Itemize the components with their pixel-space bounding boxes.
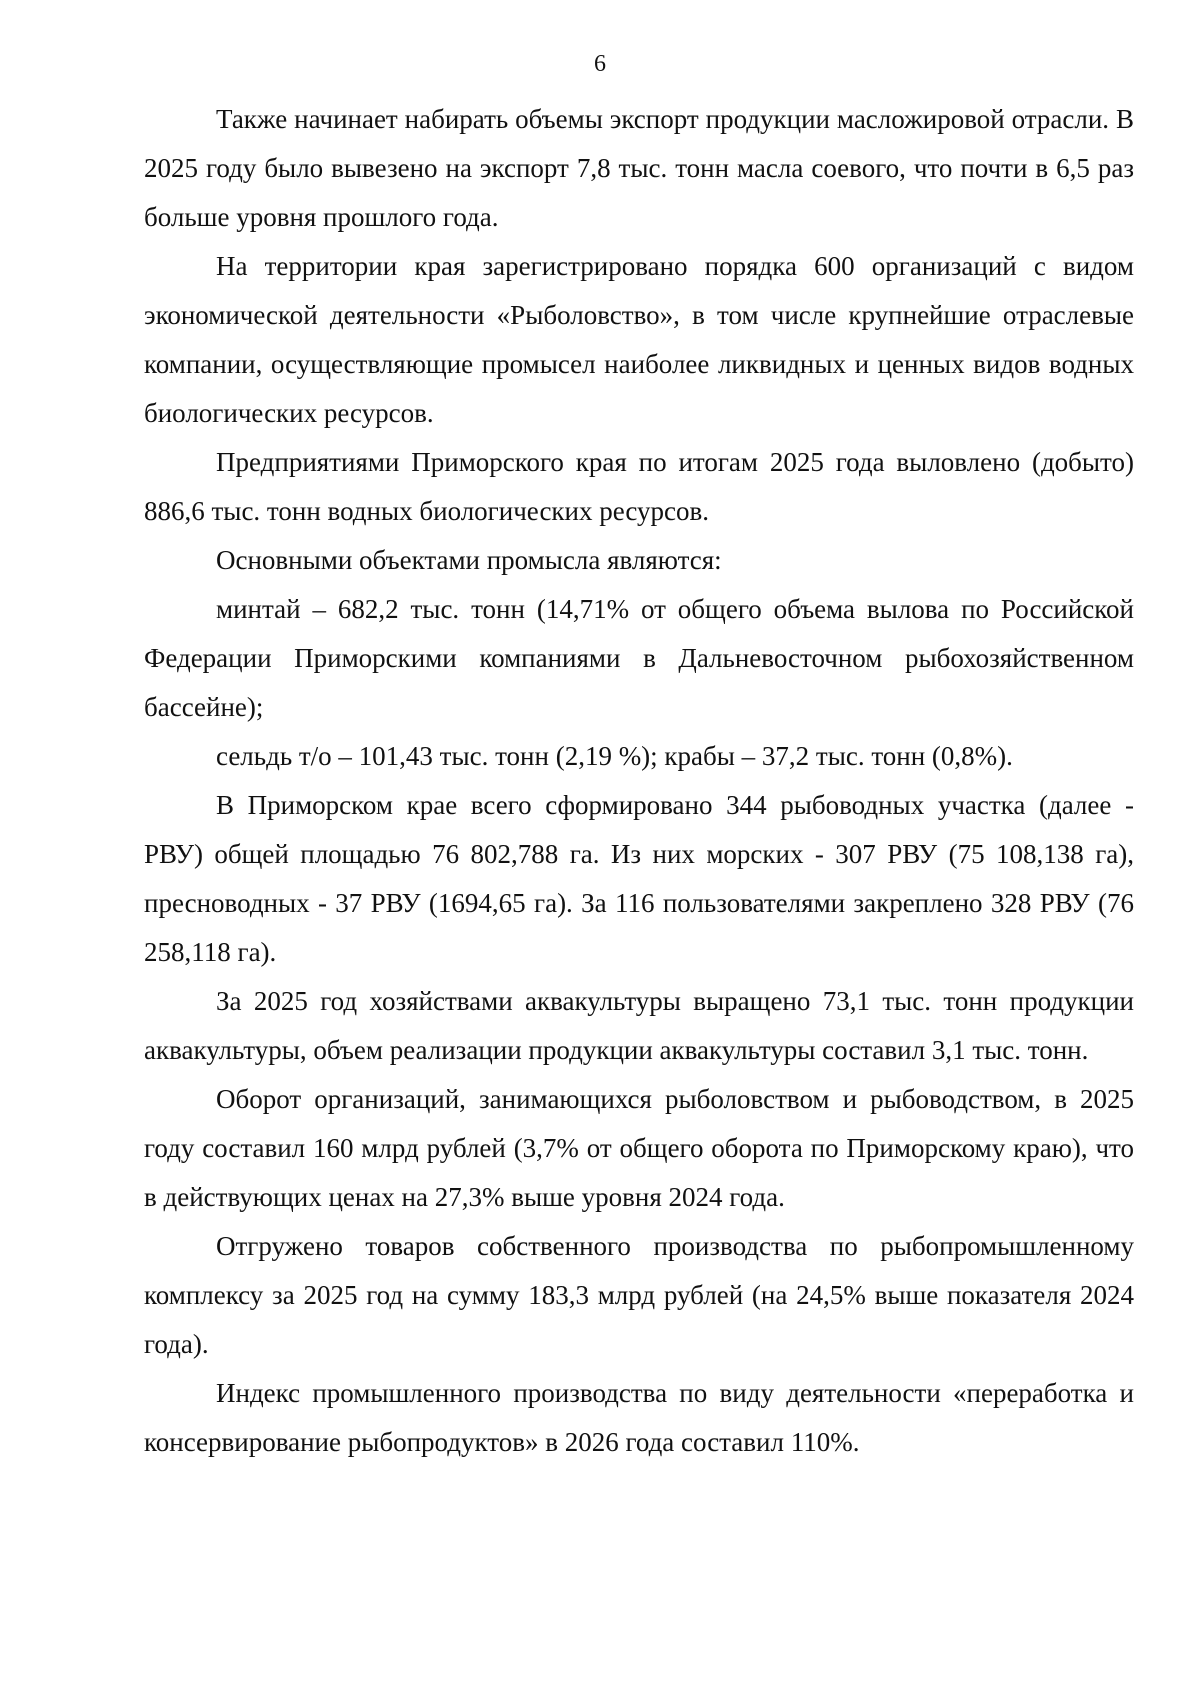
paragraph-export-oil: Также начинает набирать объемы экспорт продукции масложировой отрасли. В 2025 году было вывезено на экспорт 7,8 тыс. тонн масла соевого, что почти в 6,5 раз больше уровня прошлого года. xyxy=(144,104,1134,232)
paragraph-herring-crabs: сельдь т/о – 101,43 тыс. тонн (2,19 %); крабы – 37,2 тыс. тонн (0,8%). xyxy=(216,741,1013,771)
paragraph-turnover: Оборот организаций, занимающихся рыболовством и рыбоводством, в 2025 году составил 160 млрд рублей (3,7% от общего оборота по Приморскому краю), что в действующих ценах на 27,3% выше уровня 2024 года. xyxy=(144,1084,1134,1212)
paragraph-catch-volume: Предприятиями Приморского края по итогам 2025 года выловлено (добыто) 886,6 тыс. тонн водных биологических ресурсов. xyxy=(144,447,1134,526)
paragraph-production-index: Индекс промышленного производства по виду деятельности «переработка и консервирование рыбопродуктов» в 2026 года составил 110%. xyxy=(144,1378,1134,1457)
paragraph-fishing-organizations: На территории края зарегистрировано порядка 600 организаций с видом экономической деятельности «Рыболовство», в том числе крупнейшие отраслевые компании, осуществляющие промысел наиболее ликвидных и ценных видов водных биологических ресурсов. xyxy=(144,251,1134,428)
paragraph-fish-farming-plots: В Приморском крае всего сформировано 344 рыбоводных участка (далее - РВУ) общей площадью 76 802,788 га. Из них морских - 307 РВУ (75 108,138 га), пресноводных - 37 РВУ (1694,65 га). За 116 пользователями закреплено 328 РВУ (76 258,118 га). xyxy=(144,790,1134,967)
page-number: 6 xyxy=(594,51,606,77)
document-body xyxy=(144,95,1134,1467)
paragraph-shipped-goods: Отгружено товаров собственного производства по рыбопромышленному комплексу за 2025 год на сумму 183,3 млрд рублей (на 24,5% выше показателя 2024 года). xyxy=(144,1231,1134,1359)
paragraph-pollock: минтай – 682,2 тыс. тонн (14,71% от общего объема вылова по Российской Федерации Приморскими компаниями в Дальневосточном рыбохозяйственном бассейне); xyxy=(144,594,1134,722)
paragraph-aquaculture: За 2025 год хозяйствами аквакультуры выращено 73,1 тыс. тонн продукции аквакультуры, объем реализации продукции аквакультуры составил 3,1 тыс. тонн. xyxy=(144,986,1134,1065)
paragraph-main-objects: Основными объектами промысла являются: xyxy=(216,545,722,575)
